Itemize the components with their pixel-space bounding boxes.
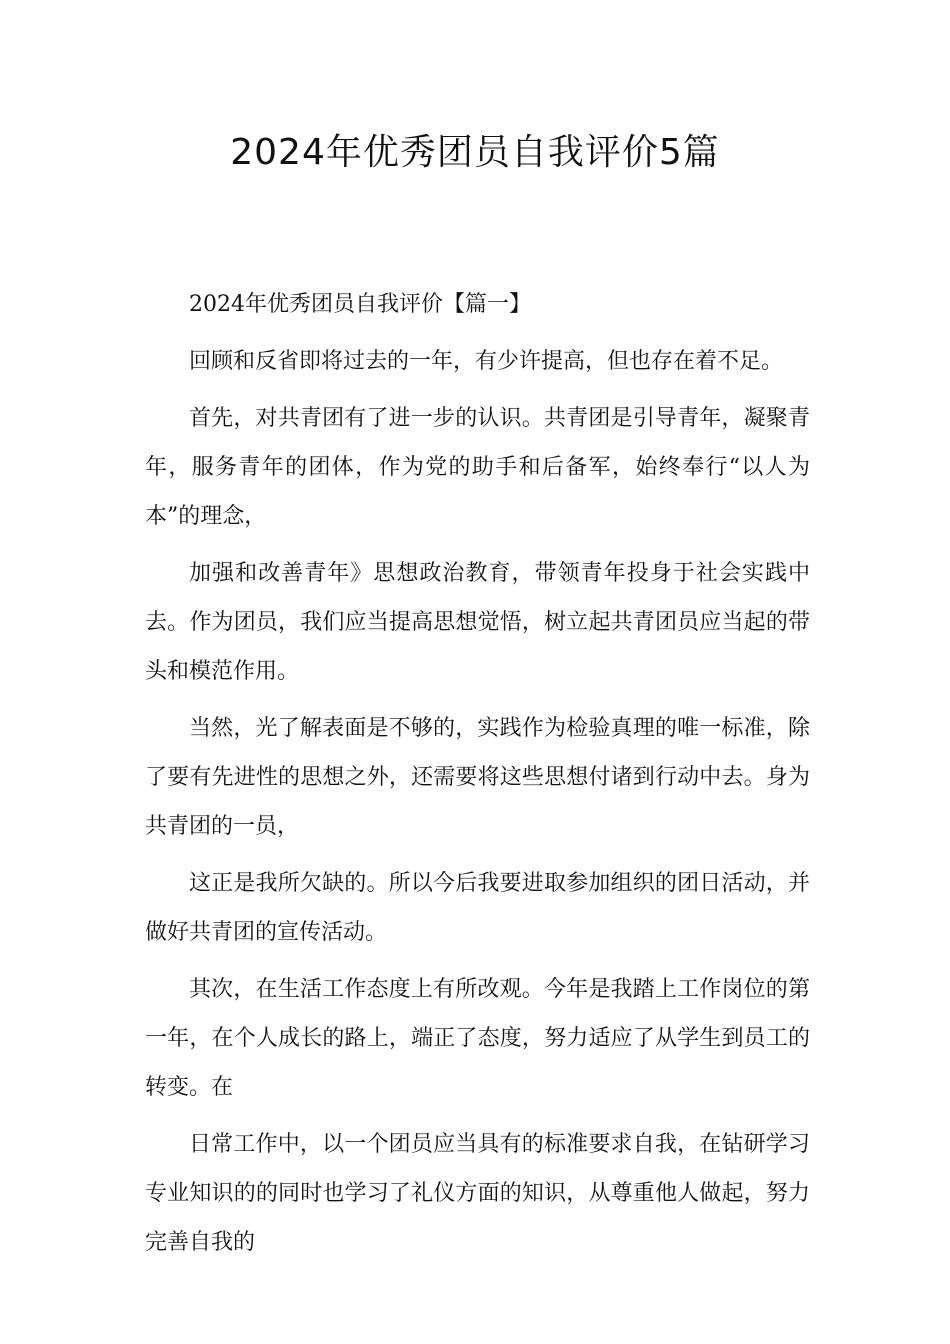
paragraph: 首先，对共青团有了进一步的认识。共青团是引导青年，凝聚青年，服务青年的团体，作为党的助手和后备军，始终奉行“以人为本”的理念， xyxy=(145,406,810,529)
section-heading: 2024年优秀团员自我评价【篇一】 xyxy=(189,292,531,317)
document-title: 2024年优秀团员自我评价5篇 xyxy=(230,132,720,173)
paragraph: 当然，光了解表面是不够的，实践作为检验真理的唯一标准，除了要有先进性的思想之外，还需要将这些思想付诸到行动中去。身为共青团的一员， xyxy=(145,716,810,839)
paragraph: 加强和改善青年》思想政治教育，带领青年投身于社会实践中去。作为团员，我们应当提高思想觉悟，树立起共青团员应当起的带头和模范作用。 xyxy=(145,561,810,684)
paragraph: 其次，在生活工作态度上有所改观。今年是我踏上工作岗位的第一年，在个人成长的路上，端正了态度，努力适应了从学生到员工的转变。在 xyxy=(145,977,810,1100)
paragraph: 这正是我所欠缺的。所以今后我要进取参加组织的团日活动，并做好共青团的宣传活动。 xyxy=(145,871,810,945)
paragraph: 日常工作中，以一个团员应当具有的标准要求自我，在钻研学习专业知识的的同时也学习了礼仪方面的知识，从尊重他人做起，努力完善自我的 xyxy=(145,1132,810,1255)
document-body xyxy=(145,280,810,1275)
paragraph: 回顾和反省即将过去的一年，有少许提高，但也存在着不足。 xyxy=(189,349,784,374)
